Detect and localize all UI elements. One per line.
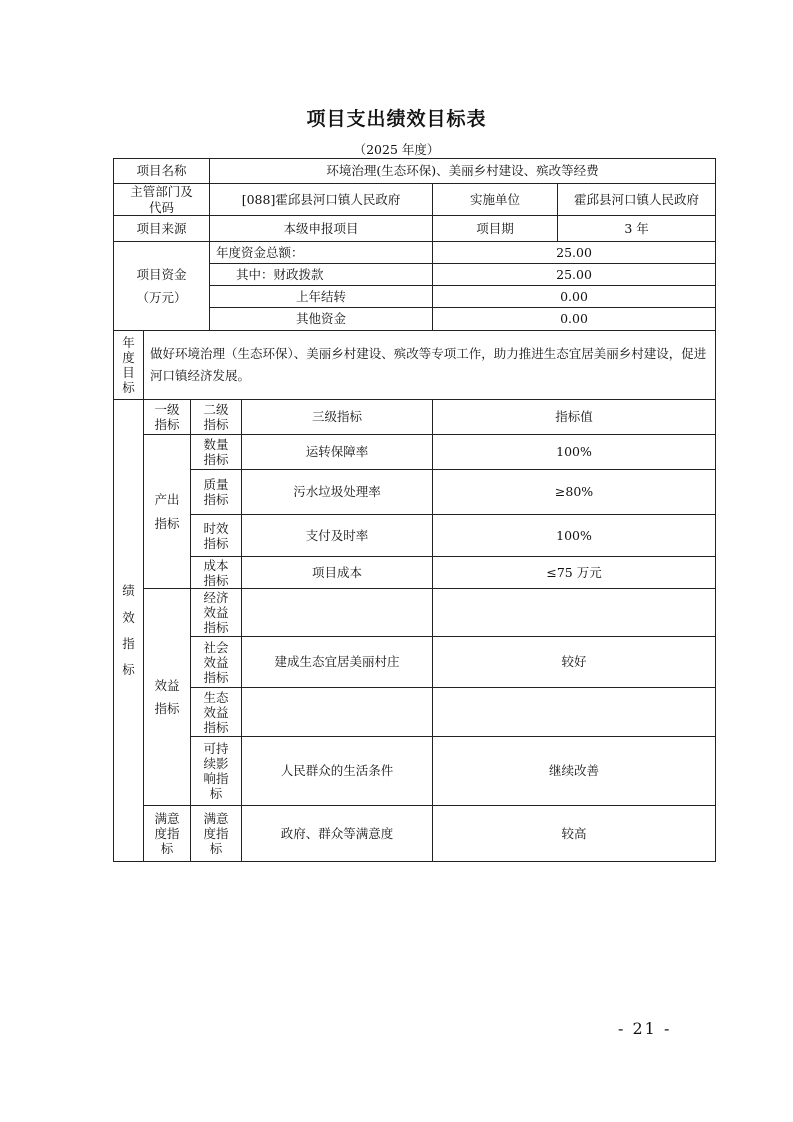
funds-label: 项目资金（万元） xyxy=(114,242,210,331)
header-level1: 一级指标 xyxy=(144,400,191,435)
value-cell: 100% xyxy=(433,515,716,557)
value-cell xyxy=(433,688,716,737)
goal-label: 年度目标 xyxy=(114,331,144,400)
year-subtitle: （2025 年度） xyxy=(353,142,440,157)
value-cell: ≥80% xyxy=(433,470,716,515)
dept-label: 主管部门及代码 xyxy=(114,184,210,216)
fund-carryover-label: 上年结转 xyxy=(210,286,433,308)
level2-cell: 成本指标 xyxy=(191,557,242,589)
level2-cell: 质量指标 xyxy=(191,470,242,515)
period-value: 3 年 xyxy=(558,216,716,242)
level2-cell: 满意度指标 xyxy=(191,806,242,862)
page-number: - 21 - xyxy=(618,1019,672,1038)
header-level2: 二级指标 xyxy=(191,400,242,435)
period-label: 项目期 xyxy=(433,216,558,242)
level2-cell: 可持续影响指标 xyxy=(191,737,242,806)
level1-output: 产出指标 xyxy=(144,435,191,589)
value-cell: 较好 xyxy=(433,637,716,688)
page-title: 项目支出绩效目标表 xyxy=(306,108,487,130)
value-cell: ≤75 万元 xyxy=(433,557,716,589)
level3-cell: 支付及时率 xyxy=(242,515,433,557)
level3-cell: 政府、群众等满意度 xyxy=(242,806,433,862)
level2-cell: 时效指标 xyxy=(191,515,242,557)
fund-total-value: 25.00 xyxy=(433,242,716,264)
name-value: 环境治理(生态环保)、美丽乡村建设、殡改等经费 xyxy=(210,159,716,184)
value-cell xyxy=(433,589,716,637)
header-level3: 三级指标 xyxy=(242,400,433,435)
level3-cell xyxy=(242,688,433,737)
level3-cell: 项目成本 xyxy=(242,557,433,589)
level3-cell xyxy=(242,589,433,637)
value-cell: 100% xyxy=(433,435,716,470)
fund-other-label: 其他资金 xyxy=(210,308,433,331)
name-label: 项目名称 xyxy=(114,159,210,184)
level2-cell: 数量指标 xyxy=(191,435,242,470)
goal-text: 做好环境治理（生态环保）、美丽乡村建设、殡改等专项工作，助力推进生态宜居美丽乡村建设，促进河口镇经济发展。 xyxy=(144,331,716,400)
header-value: 指标值 xyxy=(433,400,716,435)
impl-label: 实施单位 xyxy=(433,184,558,216)
level2-cell: 生态效益指标 xyxy=(191,688,242,737)
value-cell: 继续改善 xyxy=(433,737,716,806)
fund-fiscal-value: 25.00 xyxy=(433,264,716,286)
level3-cell: 人民群众的生活条件 xyxy=(242,737,433,806)
value-cell: 较高 xyxy=(433,806,716,862)
source-label: 项目来源 xyxy=(114,216,210,242)
impl-value: 霍邱县河口镇人民政府 xyxy=(558,184,716,216)
fund-carryover-value: 0.00 xyxy=(433,286,716,308)
fund-fiscal-label: 其中：财政拨款 xyxy=(210,264,433,286)
level2-cell: 经济效益指标 xyxy=(191,589,242,637)
level1-benefit: 效益指标 xyxy=(144,589,191,806)
dept-value: [088]霍邱县河口镇人民政府 xyxy=(210,184,433,216)
level3-cell: 运转保障率 xyxy=(242,435,433,470)
source-value: 本级申报项目 xyxy=(210,216,433,242)
level1-satisfaction: 满意度指标 xyxy=(144,806,191,862)
level2-cell: 社会效益指标 xyxy=(191,637,242,688)
fund-total-label: 年度资金总额： xyxy=(210,242,433,264)
performance-table xyxy=(113,158,716,862)
level3-cell: 污水垃圾处理率 xyxy=(242,470,433,515)
fund-other-value: 0.00 xyxy=(433,308,716,331)
indicators-label: 绩效指标 xyxy=(114,400,144,862)
level3-cell: 建成生态宜居美丽村庄 xyxy=(242,637,433,688)
